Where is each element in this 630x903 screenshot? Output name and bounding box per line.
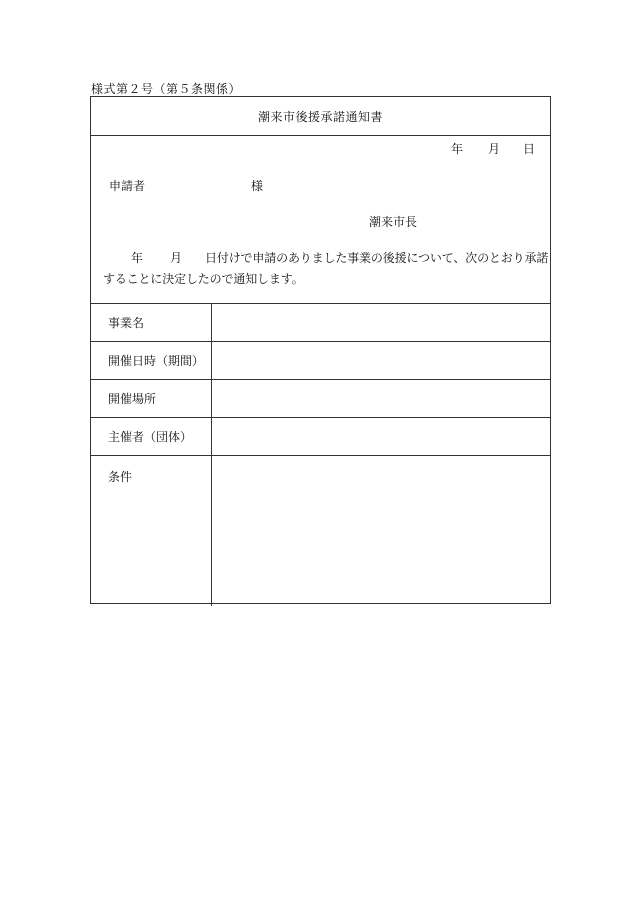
details-table — [91, 303, 550, 606]
venue-value — [212, 380, 550, 417]
event-name-label: 事業名 — [91, 304, 212, 341]
notice-form — [90, 96, 551, 604]
body-date-month: 月 — [170, 251, 183, 265]
body-date-year: 年 — [131, 251, 144, 265]
event-date-label: 開催日時（期間） — [91, 342, 212, 379]
issue-date-month: 月 — [488, 142, 501, 156]
form-number: 様式第２号（第５条関係） — [91, 82, 242, 96]
body-text-line-1: 日付けで申請のありました事業の後援について、次のとおり承諾 — [205, 251, 549, 265]
issue-date-day: 日 — [523, 142, 536, 156]
venue-label: 開催場所 — [91, 380, 212, 417]
body-text-line-2: することに決定したので通知します。 — [103, 272, 304, 286]
organizer-label: 主催者（団体） — [91, 418, 212, 455]
table-row-organizer — [91, 417, 550, 455]
addressee-label: 申請者 — [109, 179, 146, 193]
table-row-event-date — [91, 341, 550, 379]
conditions-label: 条件 — [91, 456, 212, 606]
conditions-value — [212, 456, 550, 606]
table-row-venue — [91, 379, 550, 417]
issue-date-year: 年 — [451, 142, 464, 156]
table-row-conditions — [91, 455, 550, 606]
table-row-event-name — [91, 303, 550, 341]
issuer-name: 潮来市長 — [369, 215, 418, 229]
addressee-honorific: 様 — [251, 179, 264, 193]
event-date-value — [212, 342, 550, 379]
document-title: 潮来市後援承諾通知書 — [91, 97, 550, 136]
event-name-value — [212, 304, 550, 341]
organizer-value — [212, 418, 550, 455]
